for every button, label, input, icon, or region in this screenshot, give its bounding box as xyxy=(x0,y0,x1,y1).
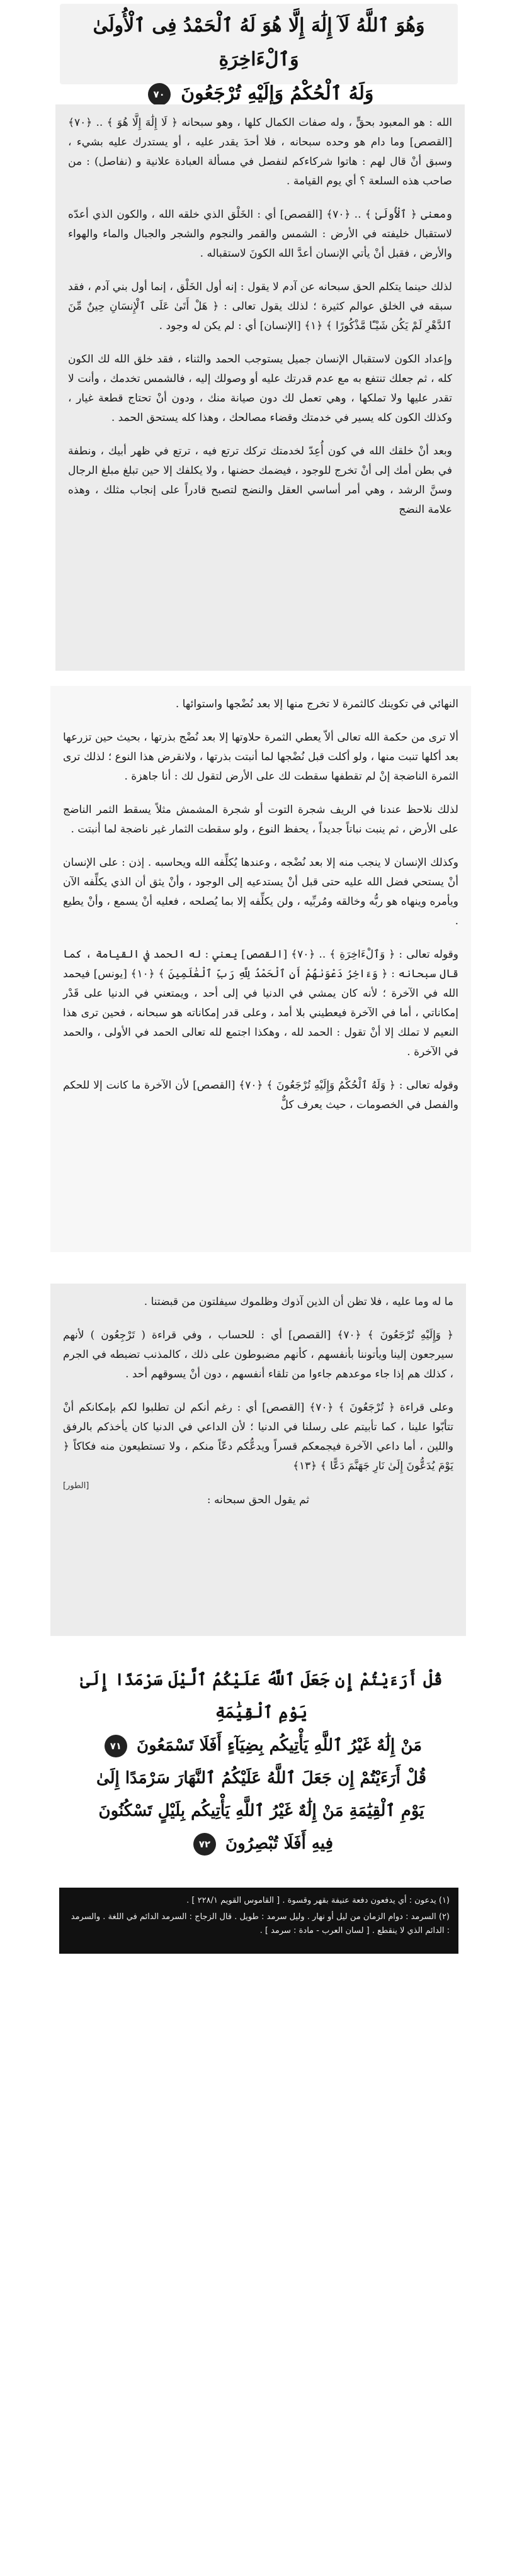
verse-number-marker: ٧٠ xyxy=(148,83,171,106)
verse-71-line-2-text: مَنْ إِلَٰهٌ غَيْرُ ٱللَّهِ يَأْتِيكُم بِضِيَآءٍ أَفَلَا تَسْمَعُونَ xyxy=(137,1736,423,1755)
verse-72-line-1: قُلْ أَرَءَيْتُمْ إِن جَعَلَ ٱللَّهُ عَلَيْكُمُ ٱلنَّهَارَ سَرْمَدًا إِلَىٰ xyxy=(96,1769,427,1788)
verses-71-72-box xyxy=(69,1661,453,1862)
paragraph: ألا ترى من حكمة الله تعالى ألاّ يعطي الثمرة حلاوتها إلا بعد نُضْج بذرتها ، بحيث حين تزرعها بعد أكلها تنبت منها ، ولو أكلت قبل نُضْجها لما أنبتت بذرتها ، ولانقرض هذا النوع ؛ لذلك ترى الثمرة الناضجة إنْ لم تقطفها سقطت لك على الأرض لتقول لك : أنا جاهزة . xyxy=(63,731,458,783)
header-verse-box xyxy=(60,4,458,104)
commentary-block-2 xyxy=(50,686,471,1252)
paragraph: الله : هو المعبود بحقٍّ ، وله صفات الكمال كلها ، وهو سبحانه ﴿ لَا إِلَٰهَ إِلَّا هُوَ ﴾ .. ﴿٧٠﴾ [القصص] وما دام هو وحده سبحانه ، فلا أحدَ يقدر عليه ، أو يستدرك عليه بشيء ، وسبق أنْ قال لهم : هاتوا شركاءكم لنفصل في مسألة العبادة علانية و (نفاصل) : من صاحب هذه السلعة ؟ أي يوم القيامة . xyxy=(68,116,452,188)
transition-line: ثم يقول الحق سبحانه : xyxy=(207,1494,310,1506)
paragraph: وقوله تعالى : ﴿ وَلَهُ ٱلْحُكْمُ وَإِلَيْهِ تُرْجَعُونَ ﴾ ﴿٧٠﴾ [القصص] لأن الآخرة ما كانت إلا للحكم والفصل في الخصومات ، حيث يعرف كلٌّ xyxy=(63,1079,458,1111)
reference-tag: [الطور] xyxy=(63,1481,89,1491)
paragraph: وقوله تعالى : ﴿ وَٱلْءَاخِرَةِ ﴾ .. ﴿٧٠﴾ [القصص] يعني : له الحمد في القيامة ، كما قال سبحانه : ﴿ وَءَاخِرُ دَعْوَىٰهُمْ أَنِ ٱلْحَمْدُ لِلَّهِ رَبِّ ٱلْعَٰلَمِينَ ﴾ ﴿١٠﴾ [يونس] فيحمد الله في الآخرة ؛ لأنه كان يمشي في الدنيا في إلى أحد ، ويمتعني في الدنيا على قَدْر إمكاناتي ، أما في الآخرة فيعطيني بلا أمد ، وعلى قدر إمكاناته هو سبحانه ، فحين ترى هذا النعيم لا تملك إلا أنْ تقول : الحمد لله ، وهكذا اجتمع لله تعالى الحمد في الأولى ، والحمد في الآخرة . xyxy=(63,948,459,1058)
paragraph: وعلى قراءة ﴿ تُرْجَعُونَ ﴾ ﴿٧٠﴾ [القصص] أي : رغم أنكم لن تطلبوا لكم بإمكانكم أنْ تتأبّوا علينا ، كما تأبيتم على رسلنا في الدنيا ؛ لأن الداعي في الدنيا كان يأخذكم بالرفق واللين ، أما داعي الآخرة فيجمعكم قسراً ويدعُّكم دعّاً منكم ، ولا تستطيعون منه فكاكاً ﴿ يَوْمَ يُدَعُّونَ إِلَىٰ نَارِ جَهَنَّمَ دَعًّا ﴾ ﴿١٣﴾ xyxy=(63,1401,453,1472)
paragraph: وكذلك الإنسان لا ينجب منه إلا بعد نُضْجه ، وعندها يُكلِّفه الله ويحاسبه . إذن : على الإنسان أنْ يستحي فضل الله عليه حتى قبل أنْ يستدعيه إلى الوجود ، وأنْ يثق أن الذي يكلِّفه الآن ويأمره وينهاه هو ربُّه وخالقه ومُربِّيه ، ولن يكلِّفه إلا بما يُصلحه ، فعليه أنْ يسمع ، وأنْ يطيع . xyxy=(63,856,458,927)
verse-number-marker: ٧٢ xyxy=(193,1833,216,1856)
header-verse-line-2-text: وَلَهُ ٱلْحُكْمُ وَإِلَيْهِ تُرْجَعُونَ xyxy=(181,82,374,104)
paragraph: ومعنى ﴿ ٱلْأُولَىٰ ﴾ .. ﴿٧٠﴾ [القصص] أي : الخَلْق الذي خلقه الله ، والكون الذي أعدّه لاستقبال خليفته في الأرض : الشمس والقمر والنجوم والشجر والجبال والماء والهواء والأرض ، فقبل أنْ يأتي الإنسان أعدَّ الله الكونَ لاستقباله . xyxy=(68,208,452,260)
footnotes-box xyxy=(59,1888,458,1954)
commentary-block-3 xyxy=(50,1284,466,1636)
verse-71-line-2 xyxy=(69,1729,453,1762)
header-verse-line-1: وَهُوَ ٱللَّهُ لَآ إِلَٰهَ إِلَّا هُوَ لَهُ ٱلْحَمْدُ فِى ٱلْأُولَىٰ وَٱلْءَاخِرَةِ xyxy=(93,14,425,70)
paragraph: لذلك حينما يتكلم الحق سبحانه عن آدم لا يقول : إنه أول الخَلْق ، إنما أول بني آدم ، فقد سبقه في الخلق عوالم كثيرة ؛ لذلك يقول تعالى : ﴿ هَلْ أَتَىٰ عَلَى ٱلْإِنسَانِ حِينٌ مِّنَ ٱلدَّهْرِ لَمْ يَكُن شَيْـًٔا مَّذْكُورًا ﴾ ﴿١﴾ [الإنسان] أي : لم يكن له وجود . xyxy=(68,281,452,332)
paragraph: ما له وما عليه ، فلا تظن أن الذين آذوك وظلموك سيفلتون من قبضتنا . xyxy=(144,1296,453,1308)
verse-71-line-1: قُلْ أَرَءَيْتُمْ إِن جَعَلَ ٱللَّهُ عَلَيْكُمُ ٱلَّيْلَ سَرْمَدًا إِلَىٰ يَوْمِ ٱلْقِيَٰمَةِ xyxy=(80,1671,443,1722)
paragraph: وبعد أنْ خلقك الله في كون أُعِدّ لخدمتك تركك ترتع فيه ، ترتع في ظهر أبيك ، ونطفة في بطن أمك إلى أنْ تخرج للوجود ، فيضمك حضنها ، ولا يكلفك إلا حين تبلغ مبلغ الرجال وسنَّ الرشد ، وهي أمر أساسي العقل والنضج لتصبح قادراً على إنجاب مثلك ، وهذه علامة النضج xyxy=(68,445,452,516)
paragraph: النهائي في تكوينك كالثمرة لا تخرج منها إلا بعد نُضْجها واستوائها . xyxy=(175,698,458,710)
verse-72-line-3-text: فِيهِ أَفَلَا تُبْصِرُونَ xyxy=(225,1834,334,1853)
footnote-2: (٢) السرمد : دوام الزمان من ليل أو نهار . وليل سرمد : طويل . قال الزجاج : السرمد الدائم في اللغة . والسرمد : الدائم الذي لا ينقطع . [ لسان العرب - مادة : سرمد ] . xyxy=(71,1912,450,1935)
paragraph: وإعداد الكون لاستقبال الإنسان جميل يستوجب الحمد والثناء ، فقد خلق الله لك الكون كله ، ثم جعلك تنتفع به مع عدم قدرتك عليه أو وصولك إليه ، فالشمس تخدمك ، وأنت لا تقدر عليها ولا تملكها ، وهي تعمل لك دون صيانة منك ، ودون أنْ تحتاج قطعة غيار ، وكذلك الكون كله يسير في خدمتك وقضاء مصالحك ، وهذا كله يستحق الحمد . xyxy=(68,353,452,424)
footnote-1: (١) يدعون : أي يدفعون دفعة عنيفة بقهر وقسوة . [ القاموس القويم ٢٢٨/١ ] . xyxy=(186,1896,450,1905)
commentary-block-1 xyxy=(55,104,465,671)
verse-number-marker: ٧١ xyxy=(105,1735,127,1757)
verse-72-line-3 xyxy=(69,1827,453,1860)
paragraph: لذلك نلاحظ عندنا في الريف شجرة التوت أو شجرة المشمش مثلاً يسقط الثمر الناضج على الأرض ، ثم ينبت نباتاً جديداً ، يحفظ النوع ، ولو سقطت الثمار غير ناضجة لما أنبتت . xyxy=(63,804,458,836)
verse-72-line-2: يَوْمِ ٱلْقِيَٰمَةِ مَنْ إِلَٰهٌ غَيْرُ ٱللَّهِ يَأْتِيكُم بِلَيْلٍ تَسْكُنُونَ xyxy=(98,1801,424,1820)
paragraph: ﴿ وَإِلَيْهِ تُرْجَعُونَ ﴾ ﴿٧٠﴾ [القصص] أي : للحساب ، وفي قراءة ( تَرْجِعُون ) لأنهم سيرجعون إلينا ويأتوننا بأنفسهم ، كأنهم مضبوطون على ذلك ، كالمذنب تضبطه في الجرم ، كذلك هم إذا جاء موعدهم جاءوا من تلقاء أنفسهم ، دون أنْ يسوقهم أحد . xyxy=(63,1329,453,1380)
